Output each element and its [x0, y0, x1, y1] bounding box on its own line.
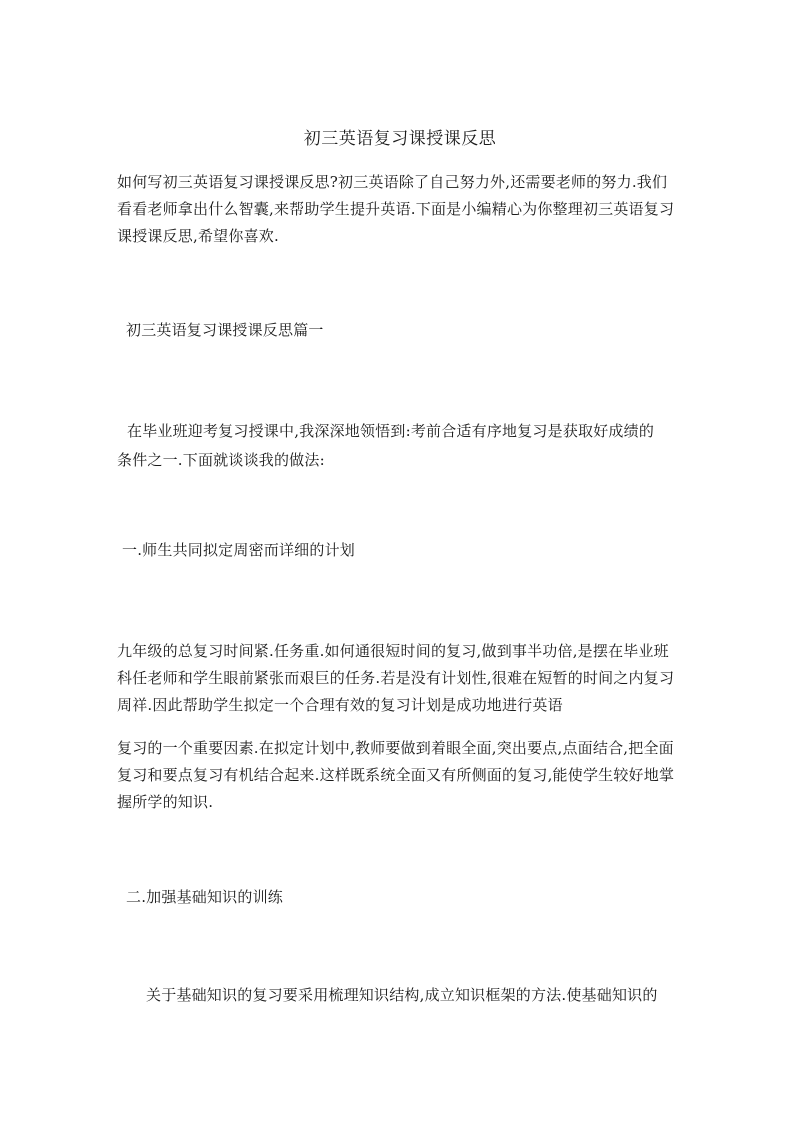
text-line: 九年级的总复习时间紧.任务重.如何通很短时间的复习,做到事半功倍,是摆在毕业班 [117, 642, 669, 660]
text-line: 初三英语复习课授课反思篇一 [126, 321, 324, 339]
paragraph-1 [127, 418, 654, 445]
point-2-heading [126, 884, 283, 911]
text-line: 一.师生共同拟定周密而详细的计划 [122, 541, 355, 559]
text-line: 条件之一.下面就谈谈我的做法: [117, 451, 325, 469]
text-line: 复习的一个重要因素.在拟定计划中,教师要做到着眼全面,突出要点,点面结合,把全面 [117, 739, 674, 757]
text-line: 课授课反思,希望你喜欢. [117, 227, 279, 245]
paragraph-3 [117, 735, 674, 816]
text-line: 在毕业班迎考复习授课中,我深深地领悟到:考前合适有序地复习是获取好成绩的 [127, 422, 655, 440]
text-line: 握所学的知识. [117, 793, 214, 811]
paragraph-4 [146, 982, 658, 1009]
text-line: 如何写初三英语复习课授课反思?初三英语除了自己努力外,还需要老师的努力.我们 [117, 173, 668, 191]
section-heading [126, 317, 324, 344]
text-line: 二.加强基础知识的训练 [126, 888, 283, 906]
text-line: 复习和要点复习有机结合起来.这样既系统全面又有所侧面的复习,能使学生较好地掌 [117, 766, 675, 784]
paragraph-1-continued [117, 447, 325, 474]
text-line: 周祥.因此帮助学生拟定一个合理有效的复习计划是成功地进行英语 [117, 696, 563, 714]
text-line: 看看老师拿出什么智囊,来帮助学生提升英语.下面是小编精心为你整理初三英语复习 [117, 200, 675, 218]
text-line: 科任老师和学生眼前紧张而艰巨的任务.若是没有计划性,很难在短暂的时间之内复习 [117, 669, 675, 687]
document-title: 初三英语复习课授课反思 [303, 129, 497, 149]
point-1-heading [122, 537, 355, 564]
intro-paragraph [117, 169, 674, 250]
paragraph-2 [117, 638, 674, 719]
text-line: 关于基础知识的复习要采用梳理知识结构,成立知识框架的方法.使基础知识的 [146, 986, 658, 1004]
